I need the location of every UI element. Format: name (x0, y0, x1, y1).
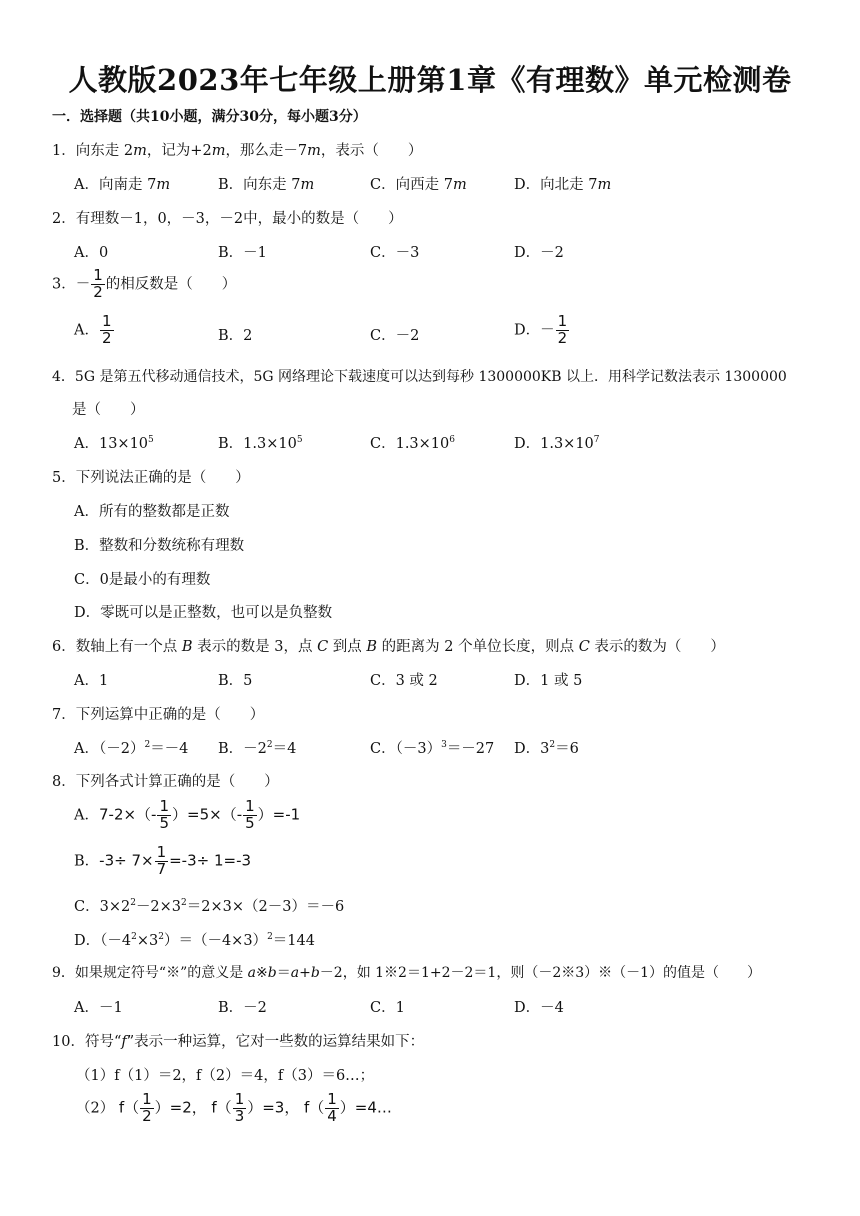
question-3-option-a: A． $\frac{1}{2}$ (74, 312, 112, 347)
question-1-option-b: B．向东走 7m (218, 177, 315, 193)
question-8-option-c: C．$3\times 2^2-2\times 3^2=2\times 3\times(2-3)=-6$ (74, 898, 345, 915)
fraction: $\frac{1}{2}$ (93, 266, 103, 301)
question-5-option-d: D．零既可以是正整数，也可以是负整数 (74, 605, 333, 621)
question-2-option-d: D．－2 (514, 245, 564, 261)
question-3-option-c: C．－2 (370, 328, 420, 344)
question-10-line-1: （1）f（1）＝2，f（2）＝4，f（3）＝6…； (76, 1068, 375, 1084)
question-9-option-c: C．1 (370, 1000, 405, 1016)
question-10-stem: 10．符号“f”表示一种运算，它对一些数的运算结果如下： (52, 1034, 425, 1050)
question-9-option-d: D．－4 (514, 1000, 564, 1016)
question-1-stem: 1．向东走 2m，记为+2m，那么走－7m，表示（ ） (52, 143, 423, 159)
question-4-stem-line1: 4．5G 是第五代移动通信技术，5G 网络理论下载速度可以达到每秒 1300000KB 以上．用科学记数法表示 1300000 (52, 369, 787, 385)
question-1-option-c: C．向西走 7m (370, 177, 467, 193)
question-5-option-a: A．所有的整数都是正数 (74, 504, 230, 520)
document-title: 人教版2023年七年级上册第1章《有理数》单元检测卷 (68, 63, 792, 97)
question-10-line-2: （2） f（ $\frac{1}{2}$ ）=2， f（ $\frac{1}{3}$ ）=3， f（ $\frac{1}{4}$ ）=4… (76, 1090, 392, 1125)
question-2-option-c: C．－3 (370, 245, 420, 261)
fraction: $\frac{1}{2}$ (101, 312, 112, 347)
fraction: $\frac{1}{2}$ (557, 312, 568, 347)
question-8-stem: 8．下列各式计算正确的是（ ） (52, 774, 279, 790)
question-6-option-a: A．1 (74, 673, 109, 689)
question-9-option-b: B．－2 (218, 1000, 267, 1016)
question-9-option-a: A．－1 (74, 1000, 123, 1016)
question-3-option-b: B．2 (218, 328, 253, 344)
question-4-option-a: A．$13\times 10^5$ (74, 435, 154, 452)
question-4-option-b: B．$1.3\times 10^5$ (218, 435, 303, 452)
fraction: $\frac{1}{5}$ (245, 797, 255, 832)
question-6-option-c: C．3 或 2 (370, 673, 438, 689)
question-1-option-a: A．向南走 7m (74, 177, 171, 193)
question-4-option-c: C．$1.3\times 10^6$ (370, 435, 455, 452)
question-7-stem: 7．下列运算中正确的是（ ） (52, 707, 265, 723)
question-8-option-a: A．7-2×（- $\frac{1}{5}$ ）=5×（- $\frac{1}{5}$ ）=-1 (74, 797, 301, 832)
question-8-option-b: B．-3÷ 7× $\frac{1}{7}$ =-3÷ 1=-3 (74, 843, 252, 878)
question-6-option-d: D．1 或 5 (514, 673, 583, 689)
question-6-option-b: B．5 (218, 673, 253, 689)
question-1-option-d: D．向北走 7m (514, 177, 612, 193)
fraction: $\frac{1}{3}$ (234, 1090, 245, 1125)
fraction: $\frac{1}{2}$ (142, 1090, 152, 1125)
question-2-option-a: A．0 (74, 245, 109, 261)
question-5-option-b: B．整数和分数统称有理数 (74, 538, 245, 554)
question-7-option-b: B．$-2^2=4$ (218, 740, 297, 757)
section-heading: 一．选择题（共10小题，满分30分，每小题3分） (52, 109, 367, 125)
question-3-stem: 3．－ $\frac{1}{2}$ 的相反数是（ ） (52, 266, 237, 301)
question-2-option-b: B．－1 (218, 245, 267, 261)
question-2-stem: 2．有理数－1，0，－3，－2中，最小的数是（ ） (52, 211, 403, 227)
fraction: $\frac{1}{4}$ (327, 1090, 337, 1125)
question-9-stem: 9．如果规定符号“※”的意义是 a※b＝a+b－2，如 1※2＝1+2－2＝1，则（－2※3）※（－1）的值是（ ） (52, 965, 762, 981)
question-4-stem-line2: 是（ ） (72, 402, 145, 418)
question-5-option-c: C．0是最小的有理数 (74, 572, 211, 588)
question-7-option-d: D．$3^2=6$ (514, 740, 579, 757)
question-7-option-a: A．$(-2)^2=-4$ (74, 740, 189, 757)
question-6-stem: 6．数轴上有一个点 B 表示的数是 3，点 C 到点 B 的距离为 2 个单位长度，则点 C 表示的数为（ ） (52, 639, 725, 655)
question-4-option-d: D．$1.3\times 10^7$ (514, 435, 600, 452)
question-5-stem: 5．下列说法正确的是（ ） (52, 470, 250, 486)
fraction: $\frac{1}{7}$ (156, 843, 167, 878)
question-8-option-d: D．$(-4^2\times 3^2)=(-4\times 3)^2=144$ (74, 932, 315, 949)
fraction: $\frac{1}{5}$ (159, 797, 170, 832)
question-3-option-d: D．－ $\frac{1}{2}$ (514, 312, 568, 347)
question-7-option-c: C．$(-3)^3=-27$ (370, 740, 495, 757)
